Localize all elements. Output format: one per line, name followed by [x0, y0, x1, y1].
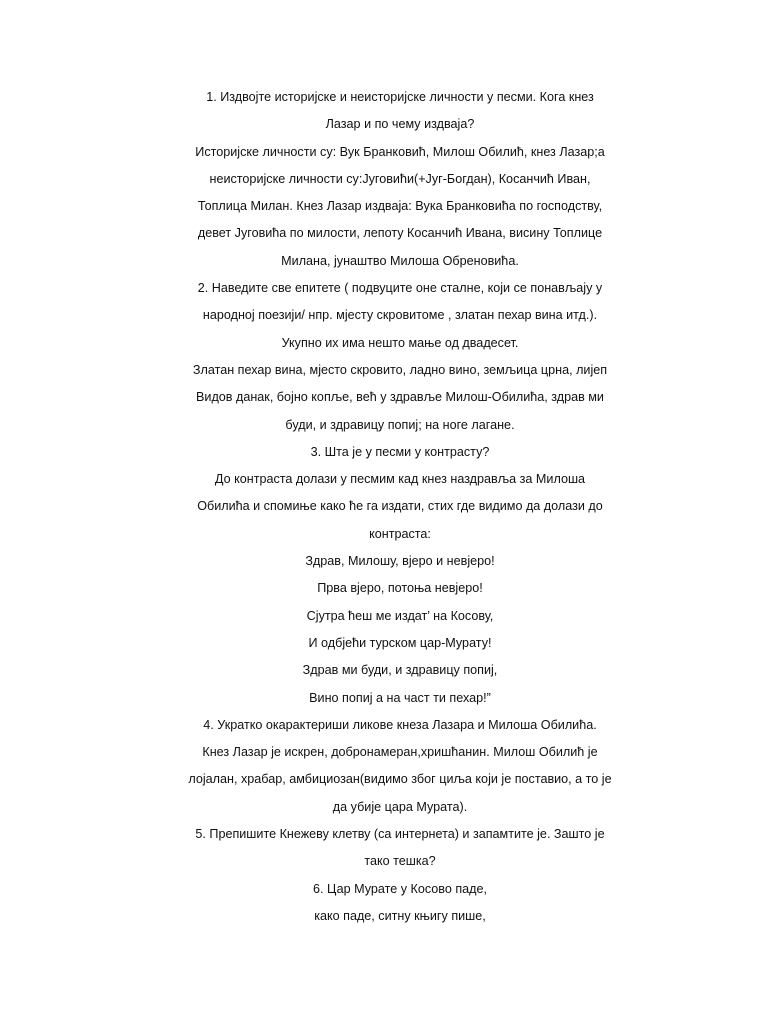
document-text-line: да убије цара Мурата). [332, 799, 468, 814]
document-text-line: народној поезији/ нпр. мјесту скровитоме , златан пехар вина итд.). [202, 308, 598, 323]
document-text-line: буди, и здравицу попиј; на ноге лагане. [285, 417, 515, 432]
document-text-line: Здрав, Милошу, вјеро и невјеро! [305, 554, 495, 569]
document-text-line: 1. Издвојте историјске и неисторијске личности у песми. Кога кнез [206, 90, 594, 104]
document-text-line: контраста: [369, 526, 431, 541]
document-text-line: неисторијске личности су:Југовићи(+Југ-Богдан), Косанчић Иван, [209, 171, 591, 186]
document-body [150, 84, 650, 930]
document-text-line: како паде, ситну књигу пише, [314, 908, 486, 923]
document-text-line: Милана, јунаштво Милоша Обреновића. [281, 253, 519, 268]
document-text-line: Обилића и спомиње како ће га издати, стих где видимо да долази до [197, 499, 603, 514]
document-text-line: Златан пехар вина, мјесто скровито, ладно вино, земљица црна, лијеп [192, 362, 608, 377]
document-text-line: Историјске личности су: Вук Бранковић, Милош Обилић, кнез Лазар;а [195, 144, 605, 159]
document-text-line: 4. Укратко окарактериши ликове кнеза Лазара и Милоша Обилића. [203, 717, 597, 732]
document-text-line: 2. Наведите све епитете ( подвуците оне сталне, који се понављају у [197, 281, 603, 296]
document-text-line: Лазар и по чему издваја? [325, 117, 475, 132]
document-text-line: Укупно их има нешто мање од двадесет. [281, 335, 519, 350]
document-text-line: 6. Цар Мурате у Косово паде, [312, 881, 488, 896]
document-text-line: 3. Шта је у песми у контрасту? [310, 444, 490, 459]
document-text-line: И одбјећи турском цар-Мурату! [308, 635, 492, 650]
document-text-line: тако тешка? [364, 854, 436, 869]
document-text-line: Здрав ми буди, и здравицу попиј, [302, 663, 498, 678]
document-text-line: 5. Препишите Кнежеву клетву (са интернета) и запамтите је. Зашто је [195, 827, 605, 842]
document-text-line: Кнез Лазар је искрен, добронамеран,хришћанин. Милош Обилић је [202, 745, 598, 760]
document-text-line: Вино попиј а на част ти пехар!” [309, 690, 491, 705]
document-text-line: Прва вјеро, потоња невјеро! [317, 581, 483, 596]
document-text-line: Топлица Милан. Кнез Лазар издваја: Вука Бранковића по господству, [197, 199, 603, 214]
document-text-line: девет Југовића по милости, лепоту Косанчић Ивана, висину Топлице [197, 226, 603, 241]
document-text-line: Сјутра ћеш ме издат’ на Косову, [306, 608, 494, 623]
document-text-line: лојалан, храбар, амбициозан(видимо због циља који је поставио, а то је [188, 772, 612, 787]
document-text-line: Видов данак, бојно копље, већ у здравље Милош-Обилића, здрав ми [196, 390, 604, 405]
document-text-line: До контраста долази у песмим кад кнез наздравља за Милоша [214, 472, 586, 487]
